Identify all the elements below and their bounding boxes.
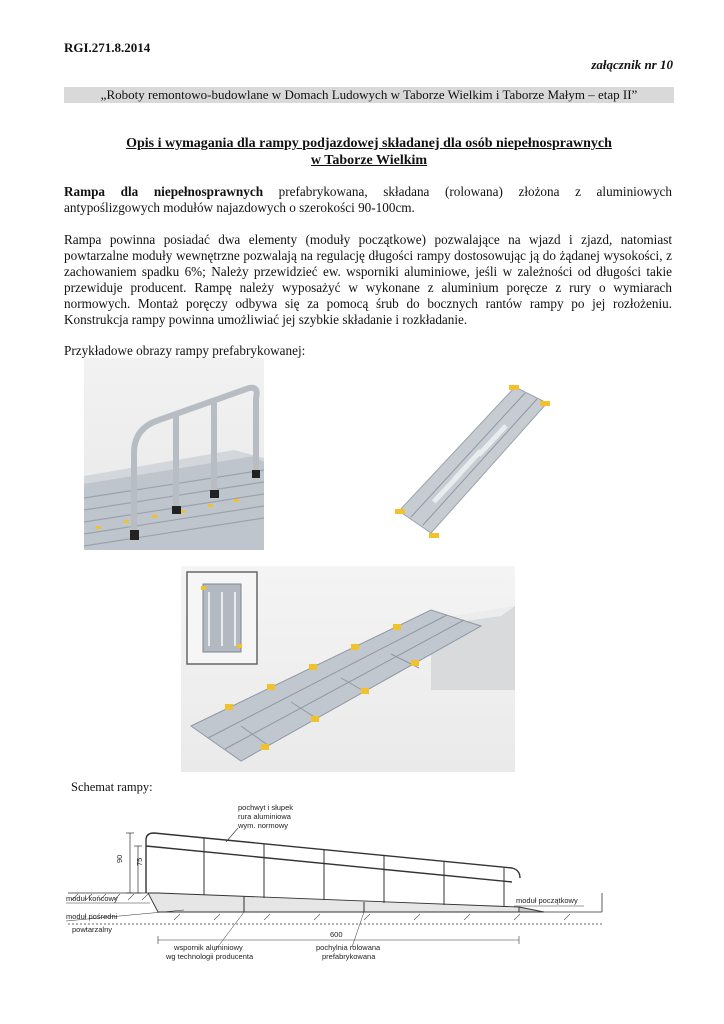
title-line-2: w Taborze Wielkim bbox=[310, 153, 428, 168]
title-line-1: Opis i wymagania dla rampy podjazdowej składanej dla osób niepełnosprawnych bbox=[126, 136, 612, 151]
label-middle-module-line1: moduł pośredni bbox=[66, 912, 118, 921]
paragraph-requirements: Rampa powinna posiadać dwa elementy (moduły początkowe) pozwalające na wjazd i zjazd, natomiast powtarzalne moduły wewnętrzne pozwalają na regulację długości rampy dostosowując ją do żądanej wysokości, z zachowaniem spadku 6%; Należy przewidzieć ew. wsporniki aluminiowe, jeśli w zależności od długości takie przewiduje producent. Rampę należy wyposażyć w wykonane z aluminium poręcze z rury o wymiarach normowych. Montaż poręczy odbywa się za pomocą śrub do bocznych rantów rampy po jej rozłożeniu. Konstrukcja rampy powinna umożliwiać jej szybkie składanie i rozkładanie. bbox=[64, 232, 672, 327]
photo-ramp-installed bbox=[181, 566, 515, 772]
label-end-module: moduł końcowy bbox=[66, 894, 118, 903]
paragraph-bold-lead: Rampa dla niepełnosprawnych bbox=[64, 184, 264, 199]
label-middle-module-line2: powtarzalny bbox=[72, 925, 113, 934]
document-reference: RGI.271.8.2014 bbox=[64, 40, 151, 55]
photo-ramp-diagonal bbox=[377, 383, 577, 563]
dimension-75: 75 bbox=[135, 857, 144, 866]
annex-number: załącznik nr 10 bbox=[591, 57, 673, 72]
photo-ramp-with-handrail bbox=[84, 358, 264, 550]
callout-handrail-line1: pochwyt i słupek bbox=[238, 803, 294, 812]
callout-handrail-line2: rura aluminiowa bbox=[238, 812, 291, 821]
label-support-line2: wg technologii producenta bbox=[166, 952, 254, 961]
label-start-module: moduł początkowy bbox=[516, 896, 578, 905]
label-support-line1: wspornik aluminiowy bbox=[174, 943, 243, 952]
label-ramp-line1: pochylnia rolowana bbox=[316, 943, 381, 952]
schematic-label: Schemat rampy: bbox=[71, 780, 153, 794]
paragraph-ramp-text: prefabrykowana, składana (rolowana) złożona z aluminiowych antypoślizgowych modułów najazdowych o szerokości 90-100cm. bbox=[64, 184, 673, 215]
paragraph-ramp-description bbox=[64, 184, 672, 216]
dimension-600: 600 bbox=[330, 930, 343, 939]
dimension-90: 90 bbox=[115, 854, 124, 863]
label-ramp-line2: prefabrykowana bbox=[322, 952, 376, 961]
callout-handrail-line3: wym. normowy bbox=[238, 821, 289, 830]
document-title bbox=[64, 135, 674, 169]
paragraph-example-images: Przykładowe obrazy rampy prefabrykowanej: bbox=[64, 343, 306, 358]
project-title-banner: „Roboty remontowo-budowlane w Domach Ludowych w Taborze Wielkim i Taborze Małym – etap II” bbox=[64, 87, 674, 103]
ramp-schematic bbox=[64, 800, 624, 980]
